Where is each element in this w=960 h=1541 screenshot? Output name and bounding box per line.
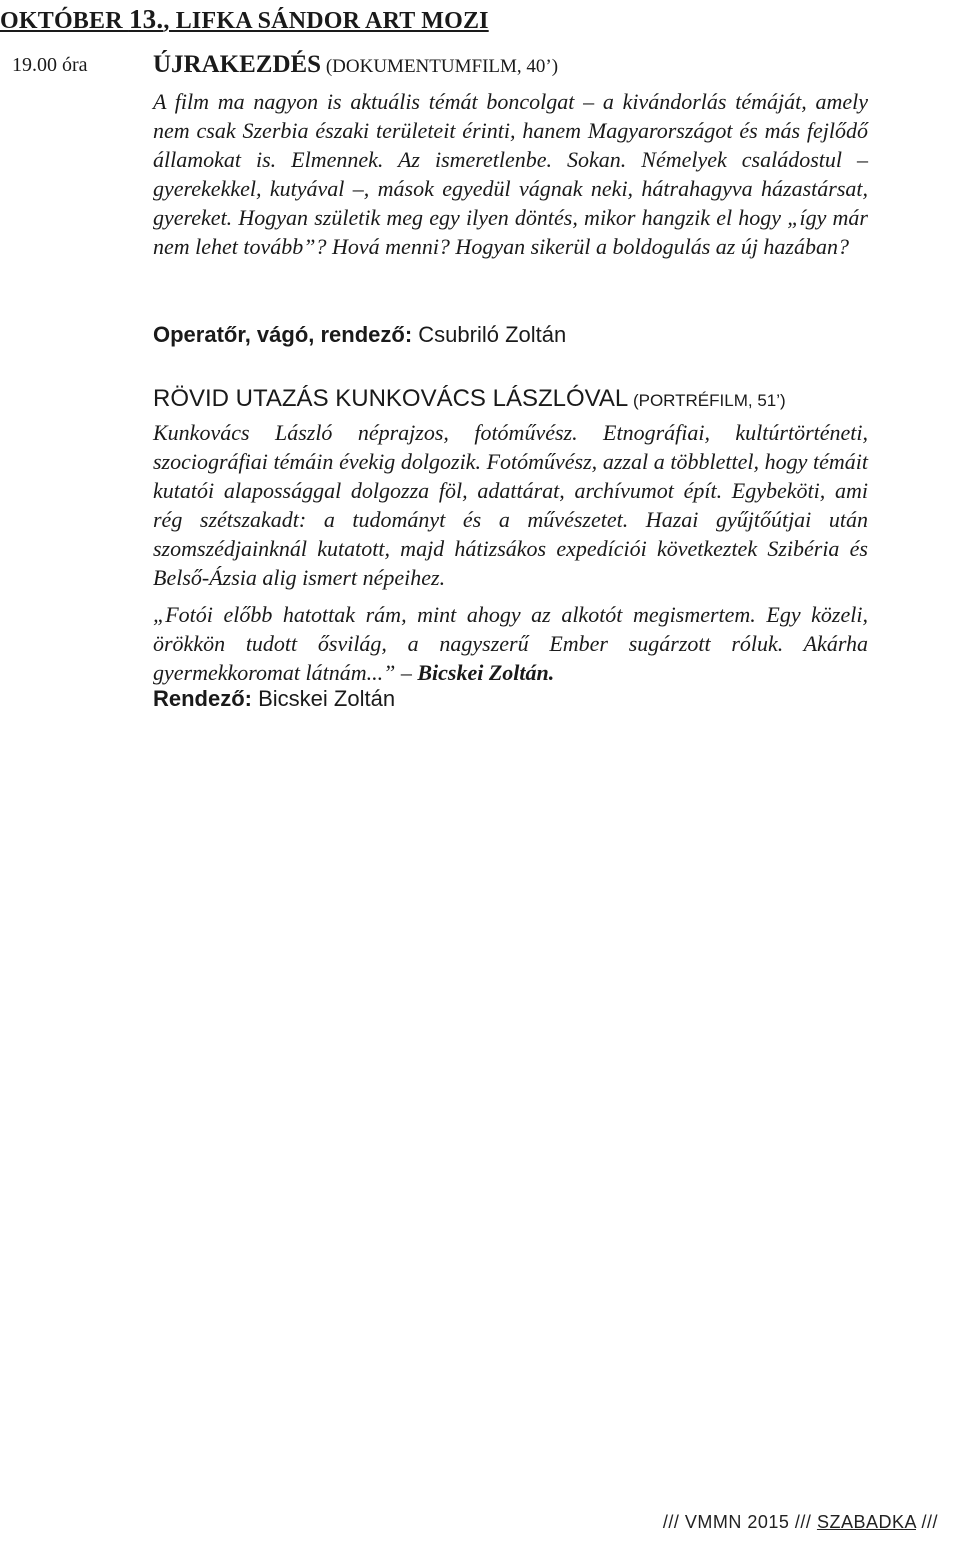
screening-time: 19.00 óra [12,54,88,76]
heading-month: OKTÓBER [0,8,129,34]
film2-credit-value: Bicskei Zoltán [252,686,396,711]
film1-credit-label: Operatőr, vágó, rendező: [153,322,413,347]
heading-day: 13. [128,4,164,34]
footer-left: /// VMMN 2015 /// [662,1512,817,1532]
footer-right: /// [915,1512,938,1532]
footer-city: SZABADKA [816,1512,916,1532]
film2-credit-label: Rendező: [153,686,252,711]
film1-title: ÚJRAKEZDÉS [153,51,322,78]
film1-title-line [153,51,868,79]
page-footer [663,1512,938,1533]
page-heading [0,4,489,35]
film1-genre: (DOKUMENTUMFILM, 40’) [321,56,559,77]
film1-credit-value: Csubriló Zoltán [412,322,567,347]
film2-title-line [153,385,868,413]
film2-description: Kunkovács László néprajzos, fotóművész. Etnográfiai, kultúrtörténeti, szociográfiai témáin évekig dolgozik. Fotóművész, azzal a többlettel, hogy témáit kutatói alapossággal dolgozza föl, adattárat, archívumot épít. Egybeköti, ami rég szétszakadt: a tudományt és a művészetet. Hazai gyűjtőútjai után szomszédjainknál kutatott, majd hátizsákos expedíciói következtek Szibéria és Belső-Ázsia alig ismert népeihez. [153,420,868,590]
film2-quote-block [153,600,868,687]
film2-credit [153,686,868,712]
film2-quote-author: Bicskei Zoltán. [417,660,555,685]
heading-venue: , LIFKA SÁNDOR ART MOZI [163,8,489,34]
film2-quote: „Fotói előbb hatottak rám, mint ahogy az alkotót megismertem. Egy közeli, örökkön tudott ősvilág, a nagyszerű Ember sugárzott róluk. Akárha gyermekkoromat látnám...” [153,602,868,685]
film1-credit [153,322,868,348]
film2-title: RÖVID UTAZÁS KUNKOVÁCS LÁSZLÓVAL [153,385,629,412]
film1-description: A film ma nagyon is aktuális témát boncolgat – a kivándorlás témáját, amely nem csak Szerbia északi területeit érinti, hanem Magyarországot és más fejlődő államokat is. Elmennek. Az ismeretlenbe. Sokan. Némelyek családostul – gyerekekkel, kutyával –, mások egyedül vágnak neki, hátrahagyva házastársat, gyereket. Hogyan születik meg egy ilyen döntés, mikor hangzik el hogy „így már nem lehet tovább”? Hová menni? Hogyan sikerül a boldogulás az új hazában? [153,89,868,259]
film2-genre: (PORTRÉFILM, 51’) [628,391,786,410]
film2-quote-dash: – [395,660,418,685]
